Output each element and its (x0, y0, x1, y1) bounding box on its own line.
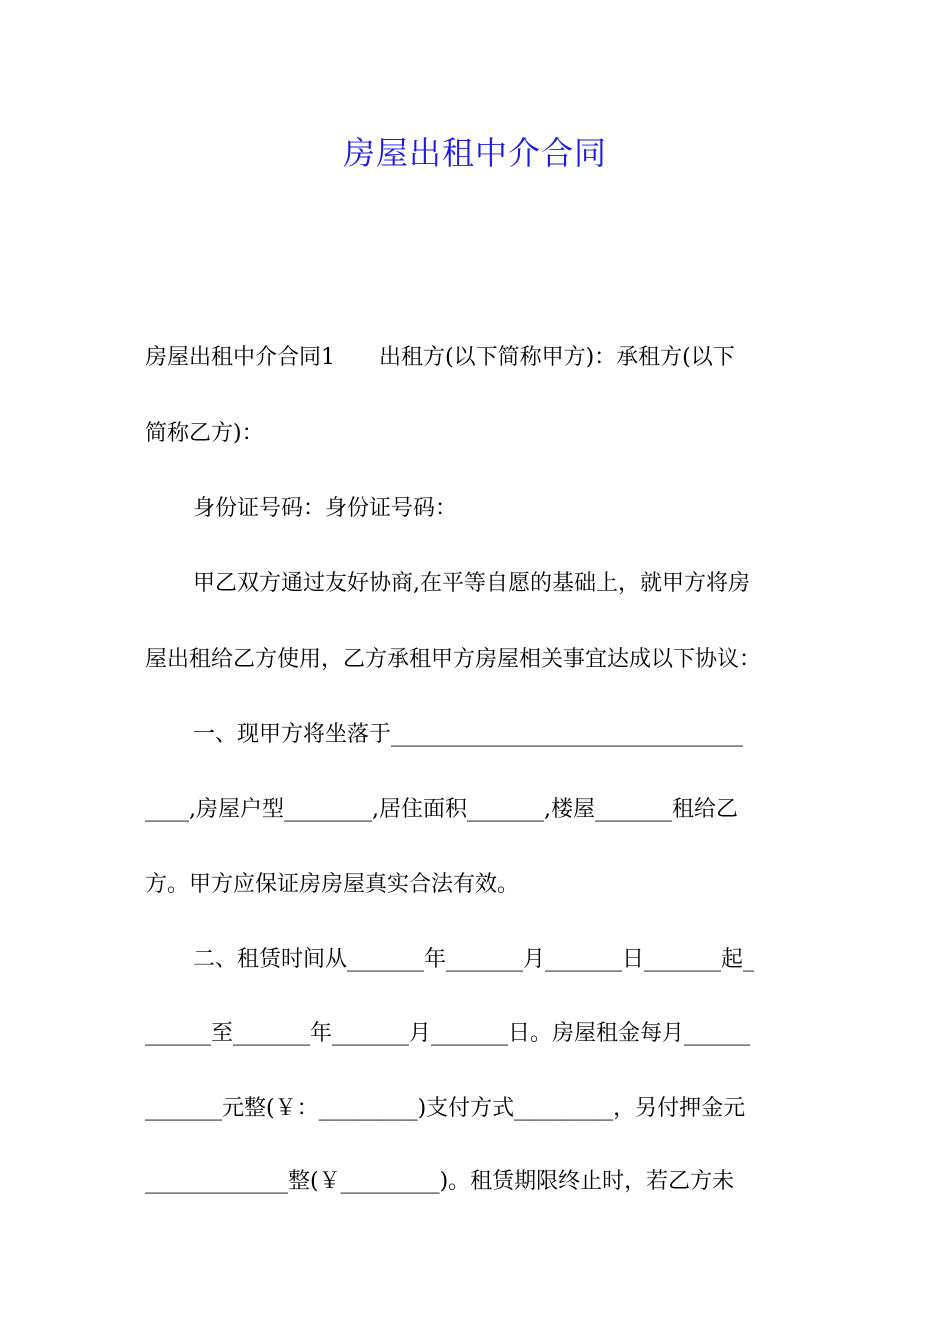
paragraph-line: 二、租赁时间从_______年_______月_______日_______起_ (193, 947, 755, 972)
paragraph-line: 方。甲方应保证房房屋真实合法有效。 (145, 872, 520, 897)
paragraph-line: 简称乙方)： (145, 421, 264, 446)
paragraph-line: 房屋出租中介合同1 出租方(以下简称甲方)：承租方(以下 (145, 345, 735, 370)
paragraph-line: 身份证号码：身份证号码： (193, 496, 458, 521)
paragraph-line: 甲乙双方通过友好协商,在平等自愿的基础上，就甲方将房 (193, 571, 750, 596)
paragraph-line: 一、现甲方将坐落于________________________________ (193, 722, 744, 747)
paragraph-line: _____________整(￥_________)。租赁期限终止时，若乙方未 (145, 1169, 735, 1194)
paragraph-line: ______至_______年_______月_______日。房屋租金每月______ (145, 1021, 751, 1046)
document-title: 房屋出租中介合同 (342, 134, 607, 172)
paragraph-line: _______元整(￥：_________)支付方式_________，另付押金元 (145, 1096, 746, 1121)
paragraph-line: 屋出租给乙方使用，乙方承租甲方房屋相关事宜达成以下协议： (145, 647, 762, 672)
paragraph-line: ____,房屋户型________,居住面积_______,楼屋_______租给乙 (145, 797, 738, 822)
